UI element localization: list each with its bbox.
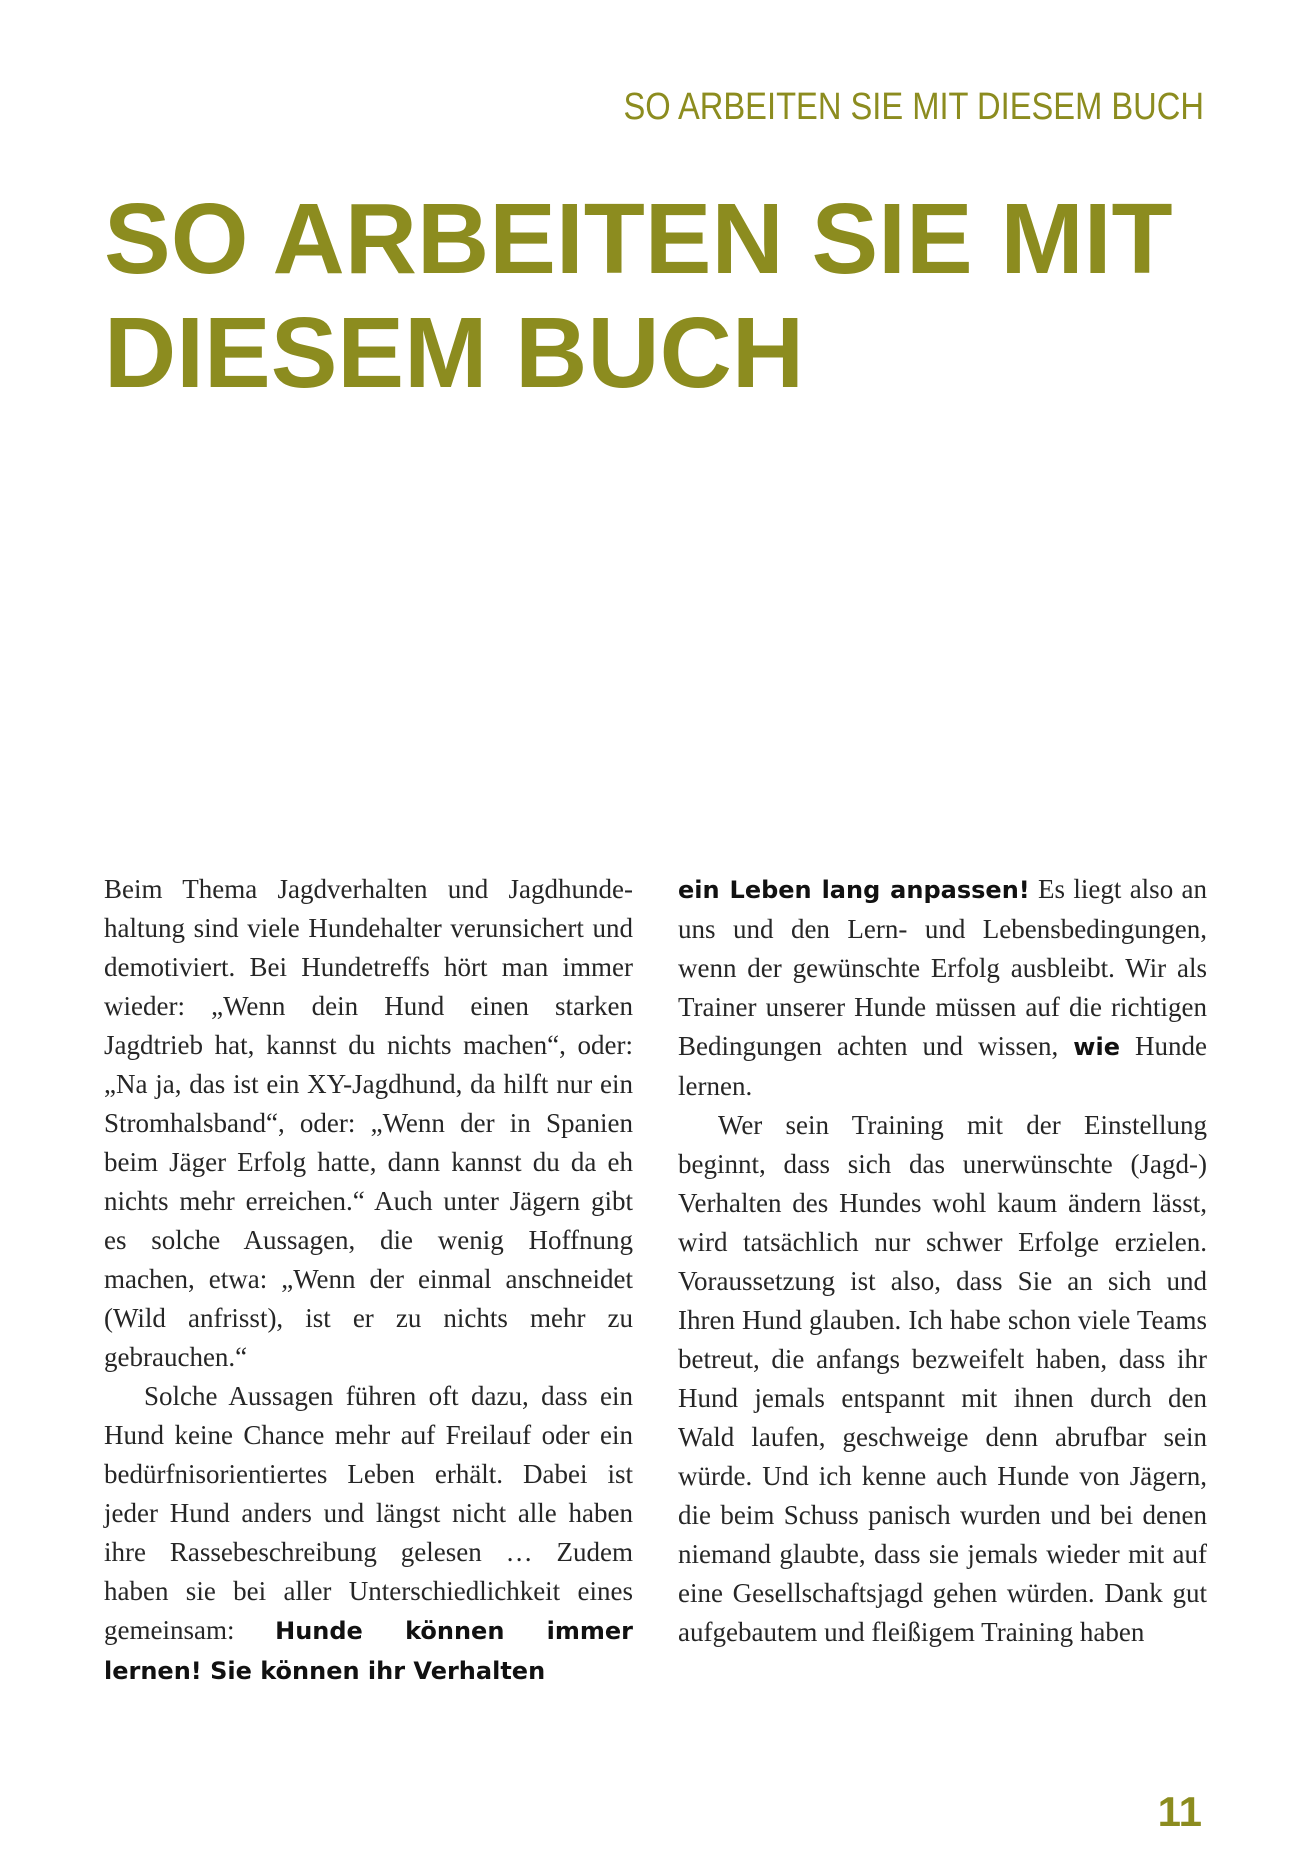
chapter-title	[104, 182, 1204, 410]
emphasis-how: wie	[1073, 1033, 1120, 1061]
left-text-column	[104, 870, 633, 1691]
emphasis-lifelong: ein Leben lang anpassen!	[678, 876, 1030, 904]
right-text-column	[678, 870, 1207, 1652]
chapter-title-line-1: SO ARBEITEN SIE MIT	[104, 183, 1173, 295]
page-number: 11	[1157, 1788, 1202, 1835]
paragraph-training: Wer sein Training mit der Einstellung beginnt, dass sich das unerwünschte (Jagd-) Verhalten des Hundes wohl kaum ändern lässt, wird tatsächlich nur schwer Erfolge erzielen. Voraussetzung ist also, dass Sie an sich und Ihren Hund glauben. Ich habe schon viele Teams betreut, die anfangs bezweifelt haben, dass ihr Hund jemals entspannt mit ihnen durch den Wald laufen, geschweige denn abrufbar sein würde. Und ich kenne auch Hunde von Jägern, die beim Schuss panisch wurden und bei denen niemand glaubte, dass sie jemals wieder mit auf eine Gesellschaftsjagd gehen würden. Dank gut aufgebautem und fleißigem Training haben	[678, 1110, 1207, 1647]
paragraph-continuation-text: Es liegt also an uns und den Lern- und Lebensbedingungen, wenn der gewünschte Erfolg ausbleibt. Wir als Trainer unserer Hunde müssen auf die richtigen Bedingungen achten und wissen,	[678, 874, 1208, 1061]
paragraph-intro: Beim Thema Jagdverhalten und Jagdhundehaltung sind viele Hundehalter verunsichert und demotiviert. Bei Hundetreffs hört man immer wieder: „Wenn dein Hund einen starken Jagdtrieb hat, kannst du nichts machen“, oder: „Na ja, das ist ein XY-Jagdhund, da hilft nur ein Stromhalsband“, oder: „Wenn der in Spanien beim Jäger Erfolg hatte, dann kannst du da eh nichts mehr erreichen.“ Auch unter Jägern gibt es solche Aussagen, die wenig Hoffnung machen, etwa: „Wenn der einmal anschneidet (Wild anfrisst), ist er zu nichts mehr zu gebrauchen.“	[104, 874, 633, 1372]
paragraph-statements	[104, 1377, 633, 1691]
paragraph-continuation	[678, 870, 1207, 1106]
emphasis-dogs-can-learn: Hunde können immer lernen! Sie können ihr Verhalten	[104, 1617, 634, 1685]
chapter-title-line-2: DIESEM BUCH	[104, 297, 805, 409]
running-header: SO ARBEITEN SIE MIT DIESEM BUCH	[623, 86, 1204, 128]
paragraph-statements-text: Solche Aussagen führen oft dazu, dass ein Hund keine Chance mehr auf Freilauf oder ein bedürfnisorientiertes Leben erhält. Dabei ist jeder Hund anders und längst nicht alle haben ihre Rassebeschreibung gelesen … Zudem haben sie bei aller Unterschiedlichkeit eines gemeinsam:	[104, 1381, 633, 1645]
paragraph-continuation-end: Hunde lernen.	[678, 1031, 1207, 1101]
